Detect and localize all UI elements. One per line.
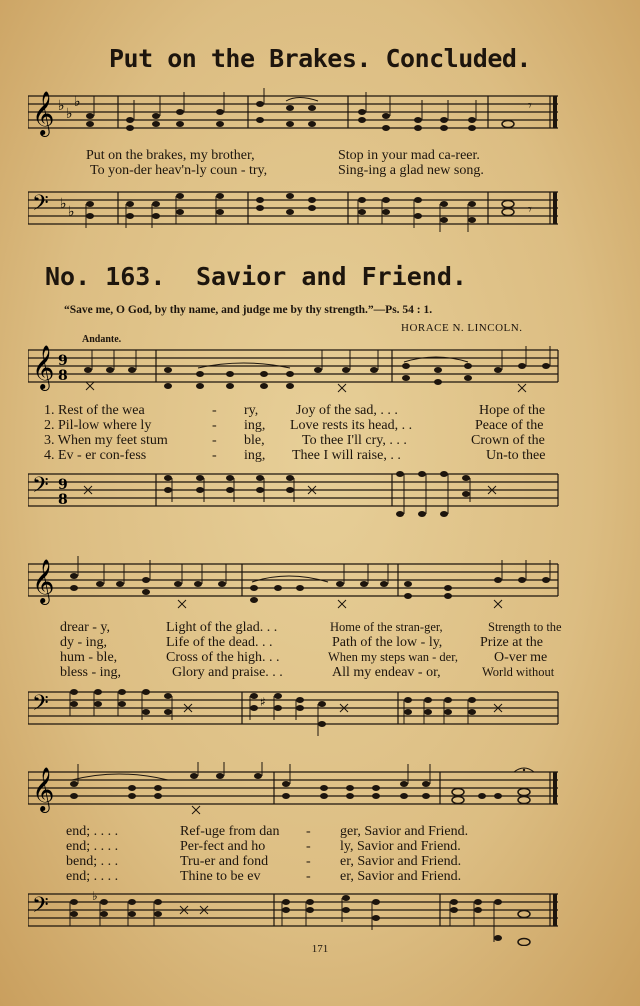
- svg-text:♭: ♭: [66, 106, 73, 122]
- s1-v2-b: -: [212, 418, 217, 433]
- s1-v2-e: Peace of the: [475, 418, 544, 433]
- svg-text:♯: ♯: [260, 695, 266, 709]
- bass-staff-concluded: [28, 184, 560, 236]
- concluded-lyric-1a: Put on the brakes, my brother,: [86, 148, 255, 163]
- tempo-marking: Andante.: [82, 334, 122, 345]
- s2-v2-a: dy - ing,: [60, 635, 108, 650]
- bass-staff-system-1: [28, 466, 560, 528]
- concluded-lyric-2b: Sing-ing a glad new song.: [338, 163, 484, 178]
- s3-v4-d: er, Savior and Friend.: [340, 869, 462, 884]
- svg-text:𝄞: 𝄞: [32, 345, 55, 389]
- s3-v2-a: end; . . . .: [66, 839, 119, 854]
- s3-v1-b: Ref-uge from dan: [180, 824, 280, 839]
- s1-v2-a: 2. Pil-low where ly: [44, 418, 152, 433]
- hymn-author: HORACE N. LINCOLN.: [401, 322, 523, 334]
- svg-text:9: 9: [58, 353, 68, 369]
- s3-v1-d: ger, Savior and Friend.: [340, 824, 469, 839]
- s3-v1-c: -: [306, 824, 311, 839]
- s1-v4-c: ing,: [244, 448, 266, 463]
- s2-v3-c: When my steps wan - der,: [328, 650, 459, 664]
- svg-text:♭: ♭: [60, 196, 67, 212]
- s1-v3-a: 3. When my feet stum: [44, 433, 168, 448]
- s1-v4-a: 4. Ev - er con-fess: [44, 448, 147, 463]
- svg-text:♭: ♭: [58, 98, 65, 114]
- svg-text:𝄾: 𝄾: [528, 98, 532, 114]
- svg-text:𝄾: 𝄾: [528, 202, 532, 218]
- song-title-concluded: Put on the Brakes. Concluded.: [109, 44, 531, 73]
- s3-v3-d: er, Savior and Friend.: [340, 854, 462, 869]
- s2-v3-d: O-ver me: [494, 650, 548, 665]
- s2-v4-b: Glory and praise. . .: [172, 665, 283, 680]
- s2-v1-d: Strength to the: [488, 620, 562, 634]
- svg-text:♭: ♭: [68, 204, 75, 220]
- svg-text:𝄢: 𝄢: [32, 191, 49, 221]
- s2-v3-b: Cross of the high. . .: [166, 650, 280, 665]
- svg-text:8: 8: [58, 368, 68, 384]
- s3-v4-b: Thine to be ev: [180, 869, 261, 884]
- s1-v1-a: 1. Rest of the wea: [44, 403, 145, 418]
- s1-v1-d: Joy of the sad, . . .: [296, 403, 398, 418]
- s3-v3-c: -: [306, 854, 311, 869]
- s2-v4-a: bless - ing,: [60, 665, 122, 680]
- svg-text:9: 9: [58, 477, 68, 493]
- s2-v2-c: Path of the low - ly,: [332, 635, 443, 650]
- s2-v1-a: drear - y,: [60, 620, 111, 635]
- treble-staff-system-1: [28, 340, 560, 400]
- s2-v1-c: Home of the stran-ger,: [330, 620, 443, 634]
- s3-v3-b: Tru-er and fond: [180, 854, 269, 869]
- treble-staff-system-3: [28, 762, 560, 824]
- hymn-number: No. 163.: [45, 262, 166, 291]
- s1-v3-e: Crown of the: [471, 433, 545, 448]
- bass-staff-system-2: [28, 684, 560, 740]
- s3-v2-d: ly, Savior and Friend.: [340, 839, 461, 854]
- s1-v3-c: ble,: [244, 433, 265, 448]
- s3-v1-a: end; . . . .: [66, 824, 119, 839]
- bass-staff-system-3: [28, 884, 560, 946]
- s1-v4-d: Thee I will raise, . .: [292, 448, 401, 463]
- s2-v4-c: All my endeav - or,: [332, 665, 441, 680]
- s3-v4-a: end; . . . .: [66, 869, 119, 884]
- svg-text:𝄞: 𝄞: [32, 91, 55, 135]
- s3-v3-a: bend; . . .: [66, 854, 119, 869]
- s3-v2-b: Per-fect and ho: [180, 839, 266, 854]
- s1-v2-c: ing,: [244, 418, 266, 433]
- s1-v2-d: Love rests its head, . .: [290, 418, 413, 433]
- s2-v1-b: Light of the glad. . .: [166, 620, 278, 635]
- s1-v1-c: ry,: [244, 403, 259, 418]
- scripture-epigraph: “Save me, O God, by thy name, and judge me by thy strength.”—Ps. 54 : 1.: [64, 304, 433, 316]
- concluded-lyric-1b: Stop in your mad ca-reer.: [338, 148, 480, 163]
- s2-v4-d: World without: [482, 665, 555, 679]
- svg-text:𝄞: 𝄞: [32, 559, 55, 603]
- treble-staff-system-2: [28, 556, 560, 620]
- svg-text:𝄢: 𝄢: [32, 691, 49, 721]
- svg-text:♭: ♭: [74, 94, 81, 110]
- svg-text:𝄞: 𝄞: [32, 767, 55, 811]
- s1-v1-e: Hope of the: [479, 403, 546, 418]
- s1-v4-b: -: [212, 448, 217, 463]
- s2-v2-b: Life of the dead. . .: [166, 635, 273, 650]
- s1-v3-b: -: [212, 433, 217, 448]
- hymn-title: Savior and Friend.: [196, 262, 467, 291]
- s3-v2-c: -: [306, 839, 311, 854]
- svg-text:♭: ♭: [92, 889, 98, 903]
- page-number: 171: [311, 943, 329, 955]
- s2-v2-d: Prize at the: [480, 635, 543, 650]
- s1-v3-d: To thee I'll cry, . . .: [302, 433, 407, 448]
- s1-v4-e: Un-to thee: [486, 448, 546, 463]
- concluded-lyric-2a: To yon-der heav'n-ly coun - try,: [90, 163, 268, 178]
- svg-text:𝄢: 𝄢: [32, 893, 49, 923]
- s3-v4-c: -: [306, 869, 311, 884]
- svg-text:8: 8: [58, 492, 68, 508]
- treble-staff-concluded: [28, 88, 560, 140]
- s1-v1-b: -: [212, 403, 217, 418]
- svg-text:𝄢: 𝄢: [32, 473, 49, 503]
- s2-v3-a: hum - ble,: [60, 650, 118, 665]
